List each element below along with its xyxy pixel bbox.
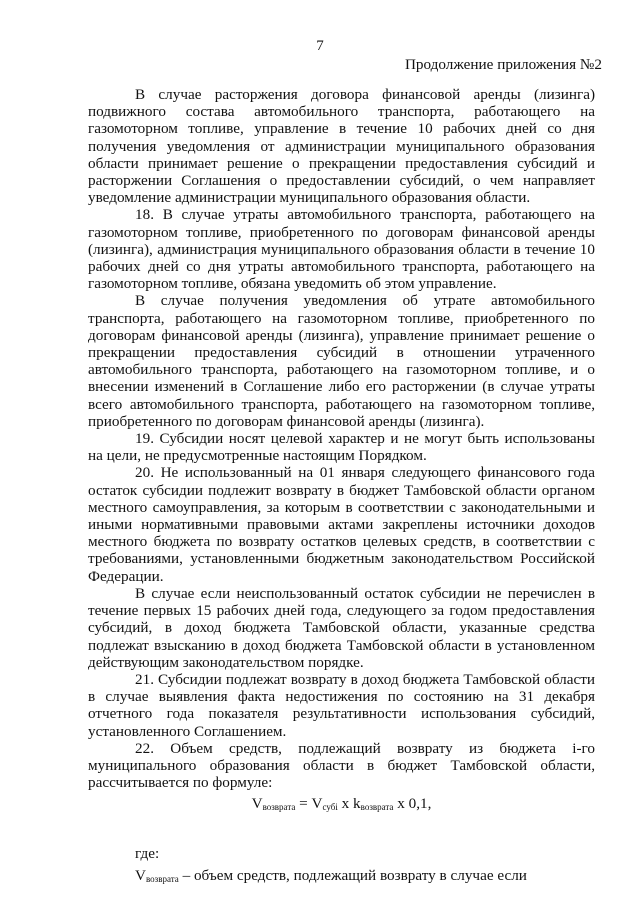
definition-v: V [135,866,146,884]
paragraph: В случае если неиспользованный остаток субсидии не перечислен в течение первых 15 рабочих дней года, следующего за годом предоставления субсидий, в доход бюджета Тамбовской области, указанные средства подлежат взысканию в доход бюджета Тамбовской области в установленном действующим законодательством порядке. [88,584,595,671]
paragraph: 21. Субсидии подлежат возврату в доход бюджета Тамбовской области в случае выявления факта недостижения по состоянию на 31 декабря отчетного года показателя результативности использования субсидий, установленного Соглашением. [88,670,595,740]
definition-v-subscript: возврата [145,873,179,884]
where-label: где: [135,844,160,862]
paragraph: 22. Объем средств, подлежащий возврату из бюджета i-го муниципального образования области в бюджет Тамбовской области, рассчитывается по формуле: [88,739,595,792]
formula-k-subscript: возврата [360,802,394,813]
formula-tail: x 0,1, [393,795,432,813]
paragraph: 20. Не использованный на 01 января следующего финансового года остаток субсидии подлежит возврату в бюджет Тамбовской области органом местного самоуправления, за которым в соответствии с законодательными и иными нормативными правовыми актами закреплены источники доходов местного бюджета по возврату остатков целевых средств, в соответствии с требованиями, установленными бюджетным законодательством Российской Федерации. [88,464,595,585]
formula-v-subscript: возврата [262,802,296,813]
formula-times-k: x k [337,795,361,813]
paragraph: 18. В случае утраты автомобильного транспорта, работающего на газомоторном топливе, приобретенного по договорам финансовой аренды (лизинга), администрация муниципального образования области в течение 10 рабочих дней со дня утраты автомобильного транспорта, работающего на газомоторном топливе, обязана уведомить об этом управление. [88,206,595,293]
paragraph: В случае расторжения договора финансовой аренды (лизинга) подвижного состава автомобильного транспорта, работающего на газомоторном топливе, управление в течение 10 рабочих дней со дня получения уведомления от администрации муниципального образования области принимает решение о прекращении предоставления субсидий и расторжении Соглашения о предоставлении субсидий, о чем направляет уведомление администрации муниципального образования области. [88,86,595,207]
appendix-continuation-label: Продолжение приложения №2 [404,56,602,73]
formula-subsidy-subscript: субi [322,802,338,813]
paragraph: В случае получения уведомления об утрате автомобильного транспорта, работающего на газомоторном топливе, приобретенного по договорам финансовой аренды (лизинга), управление принимает решение о прекращении предоставления субсидий в отношении утраченного автомобильного транспорта, работающего на газомоторном топливе, и о внесении изменений в Соглашение либо его расторжении (в случае утраты всего автомобильного транспорта, работающего на газомоторном топливе, приобретенного по договорам финансовой аренды (лизинга). [88,292,595,430]
definition-text: – объем средств, подлежащий возврату в случае если [178,866,527,884]
page-number: 7 [316,38,324,54]
definition-line [88,867,595,888]
formula-v: V [251,795,263,813]
return-formula [88,795,595,816]
paragraph: 19. Субсидии носят целевой характер и не могут быть использованы на цели, не предусмотренные настоящим Порядком. [88,430,595,465]
document-body [88,86,595,888]
formula-equals: = V [295,795,323,813]
